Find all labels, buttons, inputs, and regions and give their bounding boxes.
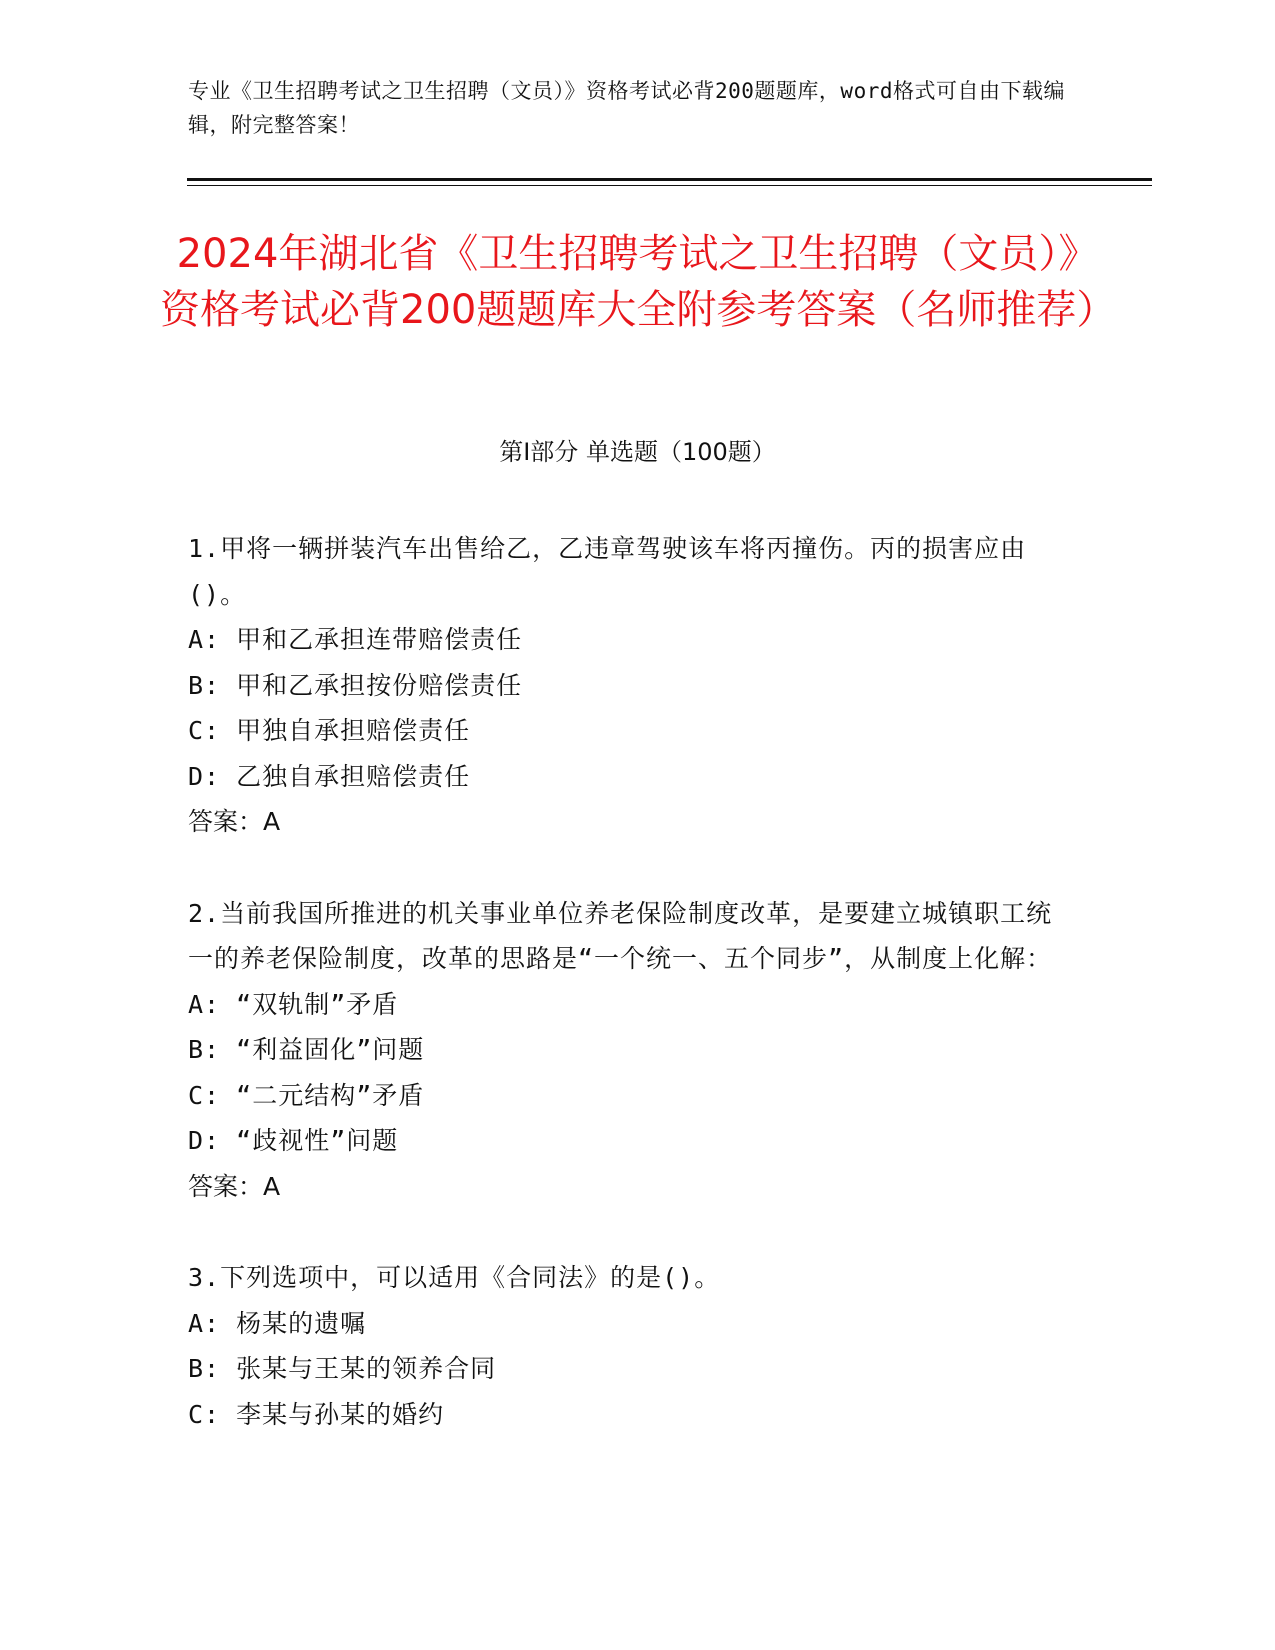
question-2 — [188, 891, 1068, 1210]
question-list — [188, 526, 1068, 1483]
option-b: B: 甲和乙承担按份赔偿责任 — [188, 670, 523, 700]
question-1 — [188, 526, 1068, 845]
option-d: D: “歧视性”问题 — [188, 1126, 399, 1155]
document-title: 2024年湖北省《卫生招聘考试之卫生招聘（文员）》资格考试必背200题题库大全附参考答案（名师推荐） — [160, 231, 1117, 333]
option-a: A: 杨某的遗嘱 — [188, 1308, 367, 1338]
option-b: B: 张某与王某的领养合同 — [188, 1354, 497, 1383]
option-b: B: “利益固化”问题 — [188, 1035, 425, 1064]
section-heading: 第I部分 单选题（100题） — [499, 438, 776, 466]
option-c: C: “二元结构”矛盾 — [188, 1080, 425, 1110]
answer-line: 答案：A — [188, 807, 281, 836]
option-a: A: 甲和乙承担连带赔偿责任 — [188, 625, 523, 654]
option-c: C: 李某与孙某的婚约 — [188, 1399, 445, 1429]
question-3 — [188, 1255, 1068, 1437]
question-stem: 2.当前我国所推进的机关事业单位养老保险制度改革，是要建立城镇职工统一的养老保险制度，改革的思路是“一个统一、五个同步”，从制度上化解： — [188, 898, 1053, 973]
option-a: A: “双轨制”矛盾 — [188, 989, 399, 1019]
question-stem: 3.下列选项中，可以适用《合同法》的是()。 — [188, 1263, 721, 1292]
header-note: 专业《卫生招聘考试之卫生招聘（文员）》资格考试必背200题题库，word格式可自由下载编辑，附完整答案！ — [188, 79, 1065, 137]
answer-line: 答案：A — [188, 1171, 281, 1201]
option-d: D: 乙独自承担赔偿责任 — [188, 761, 471, 791]
header-rule-thin — [187, 185, 1152, 186]
question-stem: 1.甲将一辆拼装汽车出售给乙，乙违章驾驶该车将丙撞伤。丙的损害应由()。 — [188, 534, 1027, 609]
option-c: C: 甲独自承担赔偿责任 — [188, 716, 471, 745]
header-rule-thick — [187, 178, 1152, 181]
